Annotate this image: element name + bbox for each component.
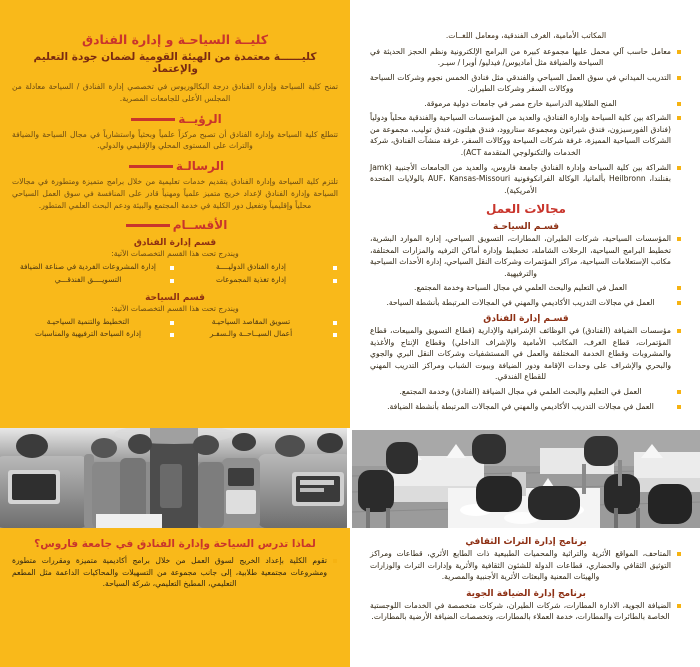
list-item: العمل في مجالات التدريب الأكاديمي والمهني في المجالات المرتبطة بأنشطة السياحة. — [370, 297, 682, 309]
tourism-specializations-grid — [12, 316, 338, 341]
restaurant-dining-photo — [352, 430, 700, 528]
intro-paragraph: تمنح كلية السياحة وإدارة الفنادق درجة البكالوريوس في تخصصي إدارة الفنادق / السياحة معادلة من المجلس الأعلى للجامعات المصرية. — [12, 82, 338, 103]
list-item: العمل في التعليم والبحث العلمي في مجال السياحة وخدمة المجتمع. — [370, 282, 682, 294]
list-item: العمل في مجالات التدريب الأكاديمي والمهني في المجالات المرتبطة بأنشطة الضيافة. — [370, 401, 682, 413]
vision-body: تتطلع كلية السياحة وإدارة الفنادق أن تصبح مركزاً علمياً وبحثياً واستشارياً في مجال السياحة والضيافة والتراث على المستوى المحلي والإقليمي والدولي. — [12, 129, 338, 151]
specialization-item: إدارة السياحة الترفيهية والمناسبات — [12, 328, 175, 341]
hotel-department-note: ويندرج تحت هذا القسم التخصصات الآتية: — [111, 249, 239, 259]
mission-heading-text: الرسالـة — [175, 159, 225, 174]
tourism-fields-list — [370, 233, 682, 308]
heading-rule — [126, 224, 170, 227]
heading-rule — [129, 165, 173, 168]
heritage-program-list — [370, 548, 682, 583]
heading-rule — [131, 118, 175, 121]
why-study-heading: لماذا تدرس السياحة وإدارة الفنادق في جامعة فاروس؟ — [34, 538, 316, 550]
specialization-item: تسويق المقاصد السياحيـة — [175, 316, 338, 329]
aviation-program-title: برنامج إدارة الضيافة الجوية — [466, 588, 586, 599]
hotel-department-title: قسم إدارة الفنادق — [133, 238, 217, 249]
work-fields-heading: مجالات العمل — [486, 202, 566, 217]
hotel-field-title: قسـم إدارة الفنادق — [483, 314, 569, 325]
features-list — [370, 46, 682, 196]
mission-heading — [12, 159, 338, 173]
list-item: الضيافة الجوية، الادارة المطارات، شركات الطيران، شركات متخصصة في الخدمات اللوجستية الخاصة بالطائرات والمطارات، خدمة العملاء بالمطارات، وتخصصات الضيافة الأرضية بالمطارات. — [370, 600, 682, 623]
list-item: الشراكة بين كلية السياحة وإدارة الفنادق جامعة فاروس، والعديد من الجامعات الأجنبية (Jamk بفنلندا، Heilbronn بألمانيا، الوكالة الفرانكوفونية AUF، Kansas-Missouri بالولايات المتحدة الأمريكية). — [370, 162, 682, 197]
aviation-program-list — [370, 600, 682, 623]
mission-body: تلتزم كلية السياحة وإدارة الفنادق بتقديم خدمات تعليمية من خلال برامج متميزة ومتطورة في مجالات السياحة وإدارة الفنادق لإعداد خريج متميز علمياً ومهنياً قادر على المنافسة في سوق العمل السياحي محلياً وإقليمياً وتفعيل دور الكلية في خدمة المجتمع والبيئة ودعم البحث العلمي المتطور. — [12, 177, 338, 210]
features-column — [370, 30, 682, 415]
list-item: مؤسسات الضيافة (الفنادق) في الوظائف الإشرافية والإدارية (قطاع التسويق والمبيعات، قطاع المؤتمرات، قطاع الغرف، المكاتب الأمامية والإشراف الداخلي) وقطاع الإنتاج والأغذية والمشروبات وقطاع الخدمة المختلفة والعمل في المستشفيات وشركات النقل البري والجوي والبحري والإشراف على وحدات الإقامة ودور الضيافة وبيوت الشباب ومراكز التدريب المهني للقطاع الفندقي. — [370, 325, 682, 383]
vision-heading-text: الرؤيــة — [178, 111, 222, 126]
list-item: العمل في التعليم والبحث العلمي في مجال الضيافة (الفنادق) وخدمة المجتمع. — [370, 386, 682, 398]
specialization-item: إدارة الفنادق الدوليــــة — [175, 261, 338, 274]
vision-heading — [12, 112, 338, 126]
specialization-item: التسويــــق الفندقـــي — [12, 274, 175, 287]
why-study-column — [12, 538, 338, 593]
list-item: المتاحف، المواقع الأثرية والتراثية والمحميات الطبيعية ذات الطابع الأثري، قطاعات ومراكز التوثيق الثقافي والحضاري، قطاعات الدولة للشئون الثقافية والأثرية وإدارات التراث والوزارات والهيئات المعنية والبعثات الأثرية الأجنبية والمصرية. — [370, 548, 682, 583]
specialization-item: التخطيط والتنمية السياحيـة — [12, 316, 175, 329]
hotel-fields-list — [370, 325, 682, 412]
specialization-item: أعمال السيــاحــة والـسفـر — [175, 328, 338, 341]
college-title: كليــة السياحـة و إدارة الفنادق — [81, 32, 269, 47]
programs-column — [370, 537, 682, 626]
list-item: تقوم الكلية بإعداد الخريج لسوق العمل من خلال برامج أكاديمية متميزة ومقررات متطورة ومشروعات مجتمعية طلابية، إلى جانب مجموعة من التسهيلات والمحاكيات الداعمة مثل المطعم التعليمي، المطبخ التعليمي، شركة السياحة. — [12, 555, 338, 590]
list-item: الشراكة بين كلية السياحة وإدارة الفنادق، والعديد من المؤسسات السياحية والفندقية محلياً ودولياً (فنادق الفورسيزون، فندق شيراتون ومجموعة ستاروود، فندق هيلتون، فندق توليب، مجموعة من الشركات السياحية المميزة، غرفة شركات السياحة ووكالات السفر، غرفة منشآت الفنادق، شركة الخدمات والتكنولوجي المتقدمة ACT). — [370, 112, 682, 158]
why-study-list — [12, 555, 338, 590]
tourism-department-title: قسم السياحة — [145, 292, 205, 303]
tourism-department-note: ويندرج تحت هذا القسم التخصصات الآتية: — [111, 303, 239, 313]
tourism-field-title: قسـم السياحـة — [492, 222, 559, 233]
heritage-program-title: برنامج إدارة التراث الثقافي — [465, 537, 587, 547]
specialization-item: إدارة تغذية المجموعات — [175, 274, 338, 287]
list-item: المنح الطلابية الدراسية خارج مصر في جامعات دولية مرموقة. — [370, 98, 682, 110]
list-item: المؤسسات السياحية، شركات الطيران، المطارات، التسويق السياحي، إدارة الموارد البشرية، تخطيط البرامج السياحية، الرحلات الشاملة، تخطيط وإدارة أماكن الترفيه والمزارات المختلفة، مكاتب الإستعلامات السياحية، مراكز المؤتمرات وشركات النقل السياحي، إدارة الأحداث السياحية والترفيهية. — [370, 233, 682, 279]
list-item: التدريب الميداني في سوق العمل السياحي والفندقي مثل فنادق الخمس نجوم وشركات السياحة ووكالات السفر وشركات الطيران. — [370, 72, 682, 95]
college-info-column — [12, 32, 338, 345]
departments-heading-text: الأقســام — [172, 218, 228, 233]
departments-heading — [12, 218, 338, 232]
accreditation-line: كليــــــة معتمدة من الهيئة القومية لضمان جودة التعليم والإعتماد — [33, 51, 317, 75]
list-item: معامل حاسب آلي محمل عليها مجموعة كبيرة من البرامج الإلكترونية ونظم الحجز الحديثة في السياحة والضيافة مثل أماديوس/ فيدليو/ أوبرا / سيـر. — [370, 46, 682, 69]
specialization-item: إدارة المشروعات الفردية في صناعة الضيافة — [12, 261, 175, 274]
airplane-cabin-photo — [0, 428, 347, 528]
hotel-specializations-grid — [12, 261, 338, 286]
continued-text: المكاتب الأمامية، الغرف الفندقية، ومعامل اللغــات. — [445, 31, 607, 40]
